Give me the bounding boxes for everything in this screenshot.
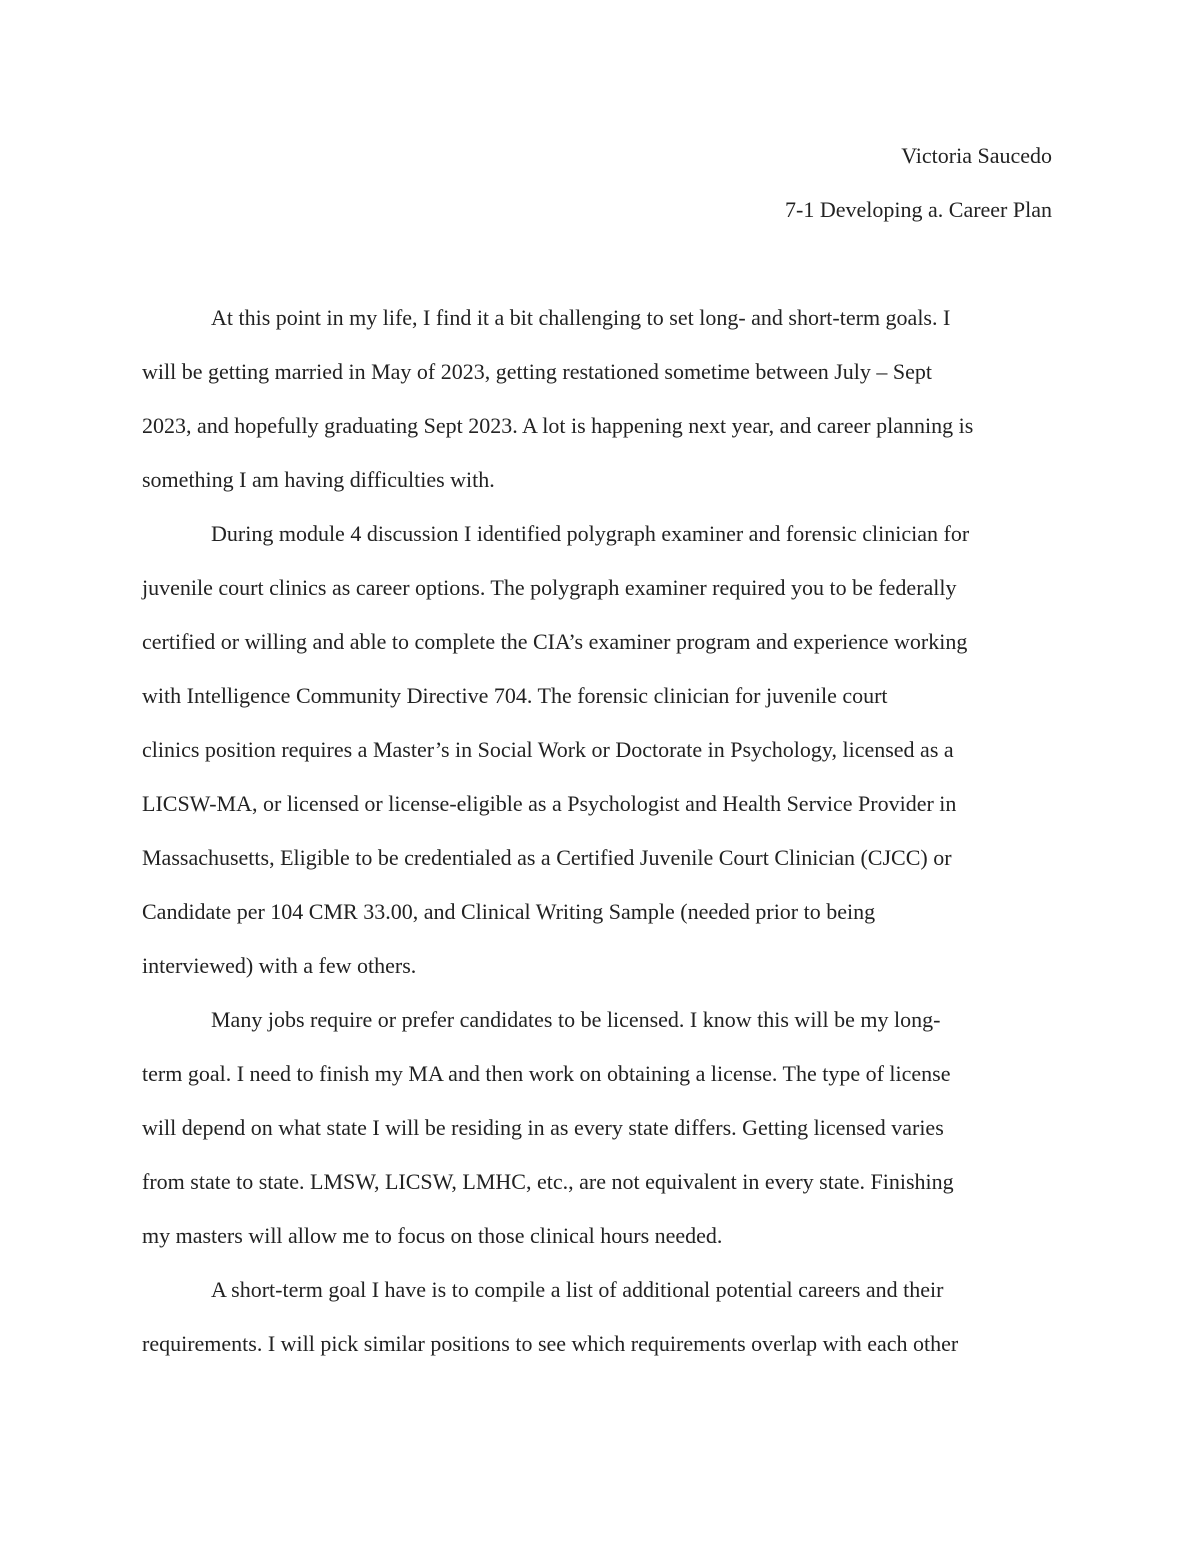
body-line: Massachusetts, Eligible to be credentialed as a Certified Juvenile Court Clinician (CJCC) or [142,845,952,870]
body-line: Many jobs require or prefer candidates to be licensed. I know this will be my long- [211,1007,941,1032]
body-line: from state to state. LMSW, LICSW, LMHC, etc., are not equivalent in every state. Finishing [142,1169,954,1194]
body-line: will depend on what state I will be residing in as every state differs. Getting licensed varies [142,1115,944,1140]
body-line: juvenile court clinics as career options. The polygraph examiner required you to be federally [142,575,957,600]
body-line: During module 4 discussion I identified polygraph examiner and forensic clinician for [211,521,970,546]
body-line: requirements. I will pick similar positions to see which requirements overlap with each other [142,1331,959,1356]
body-line: 2023, and hopefully graduating Sept 2023. A lot is happening next year, and career planning is [142,413,974,438]
body-line: LICSW-MA, or licensed or license-eligible as a Psychologist and Health Service Provider in [142,791,957,816]
body-line: something I am having difficulties with. [142,467,495,492]
assignment-title: 7-1 Developing a. Career Plan [785,197,1052,222]
body-line: certified or willing and able to complete the CIA’s examiner program and experience working [142,629,968,654]
body-line: clinics position requires a Master’s in Social Work or Doctorate in Psychology, licensed as a [142,737,954,762]
body-line: will be getting married in May of 2023, getting restationed sometime between July – Sept [142,359,933,384]
body-line: A short-term goal I have is to compile a list of additional potential careers and their [211,1277,944,1302]
body-line: interviewed) with a few others. [142,953,417,978]
body-line: At this point in my life, I find it a bit challenging to set long- and short-term goals. I [211,305,951,330]
body-line: my masters will allow me to focus on those clinical hours needed. [142,1223,723,1248]
body-line: with Intelligence Community Directive 704. The forensic clinician for juvenile court [142,683,888,708]
body-line: Candidate per 104 CMR 33.00, and Clinical Writing Sample (needed prior to being [142,899,876,924]
body-line: term goal. I need to finish my MA and then work on obtaining a license. The type of license [142,1061,951,1086]
author-name: Victoria Saucedo [901,143,1052,168]
